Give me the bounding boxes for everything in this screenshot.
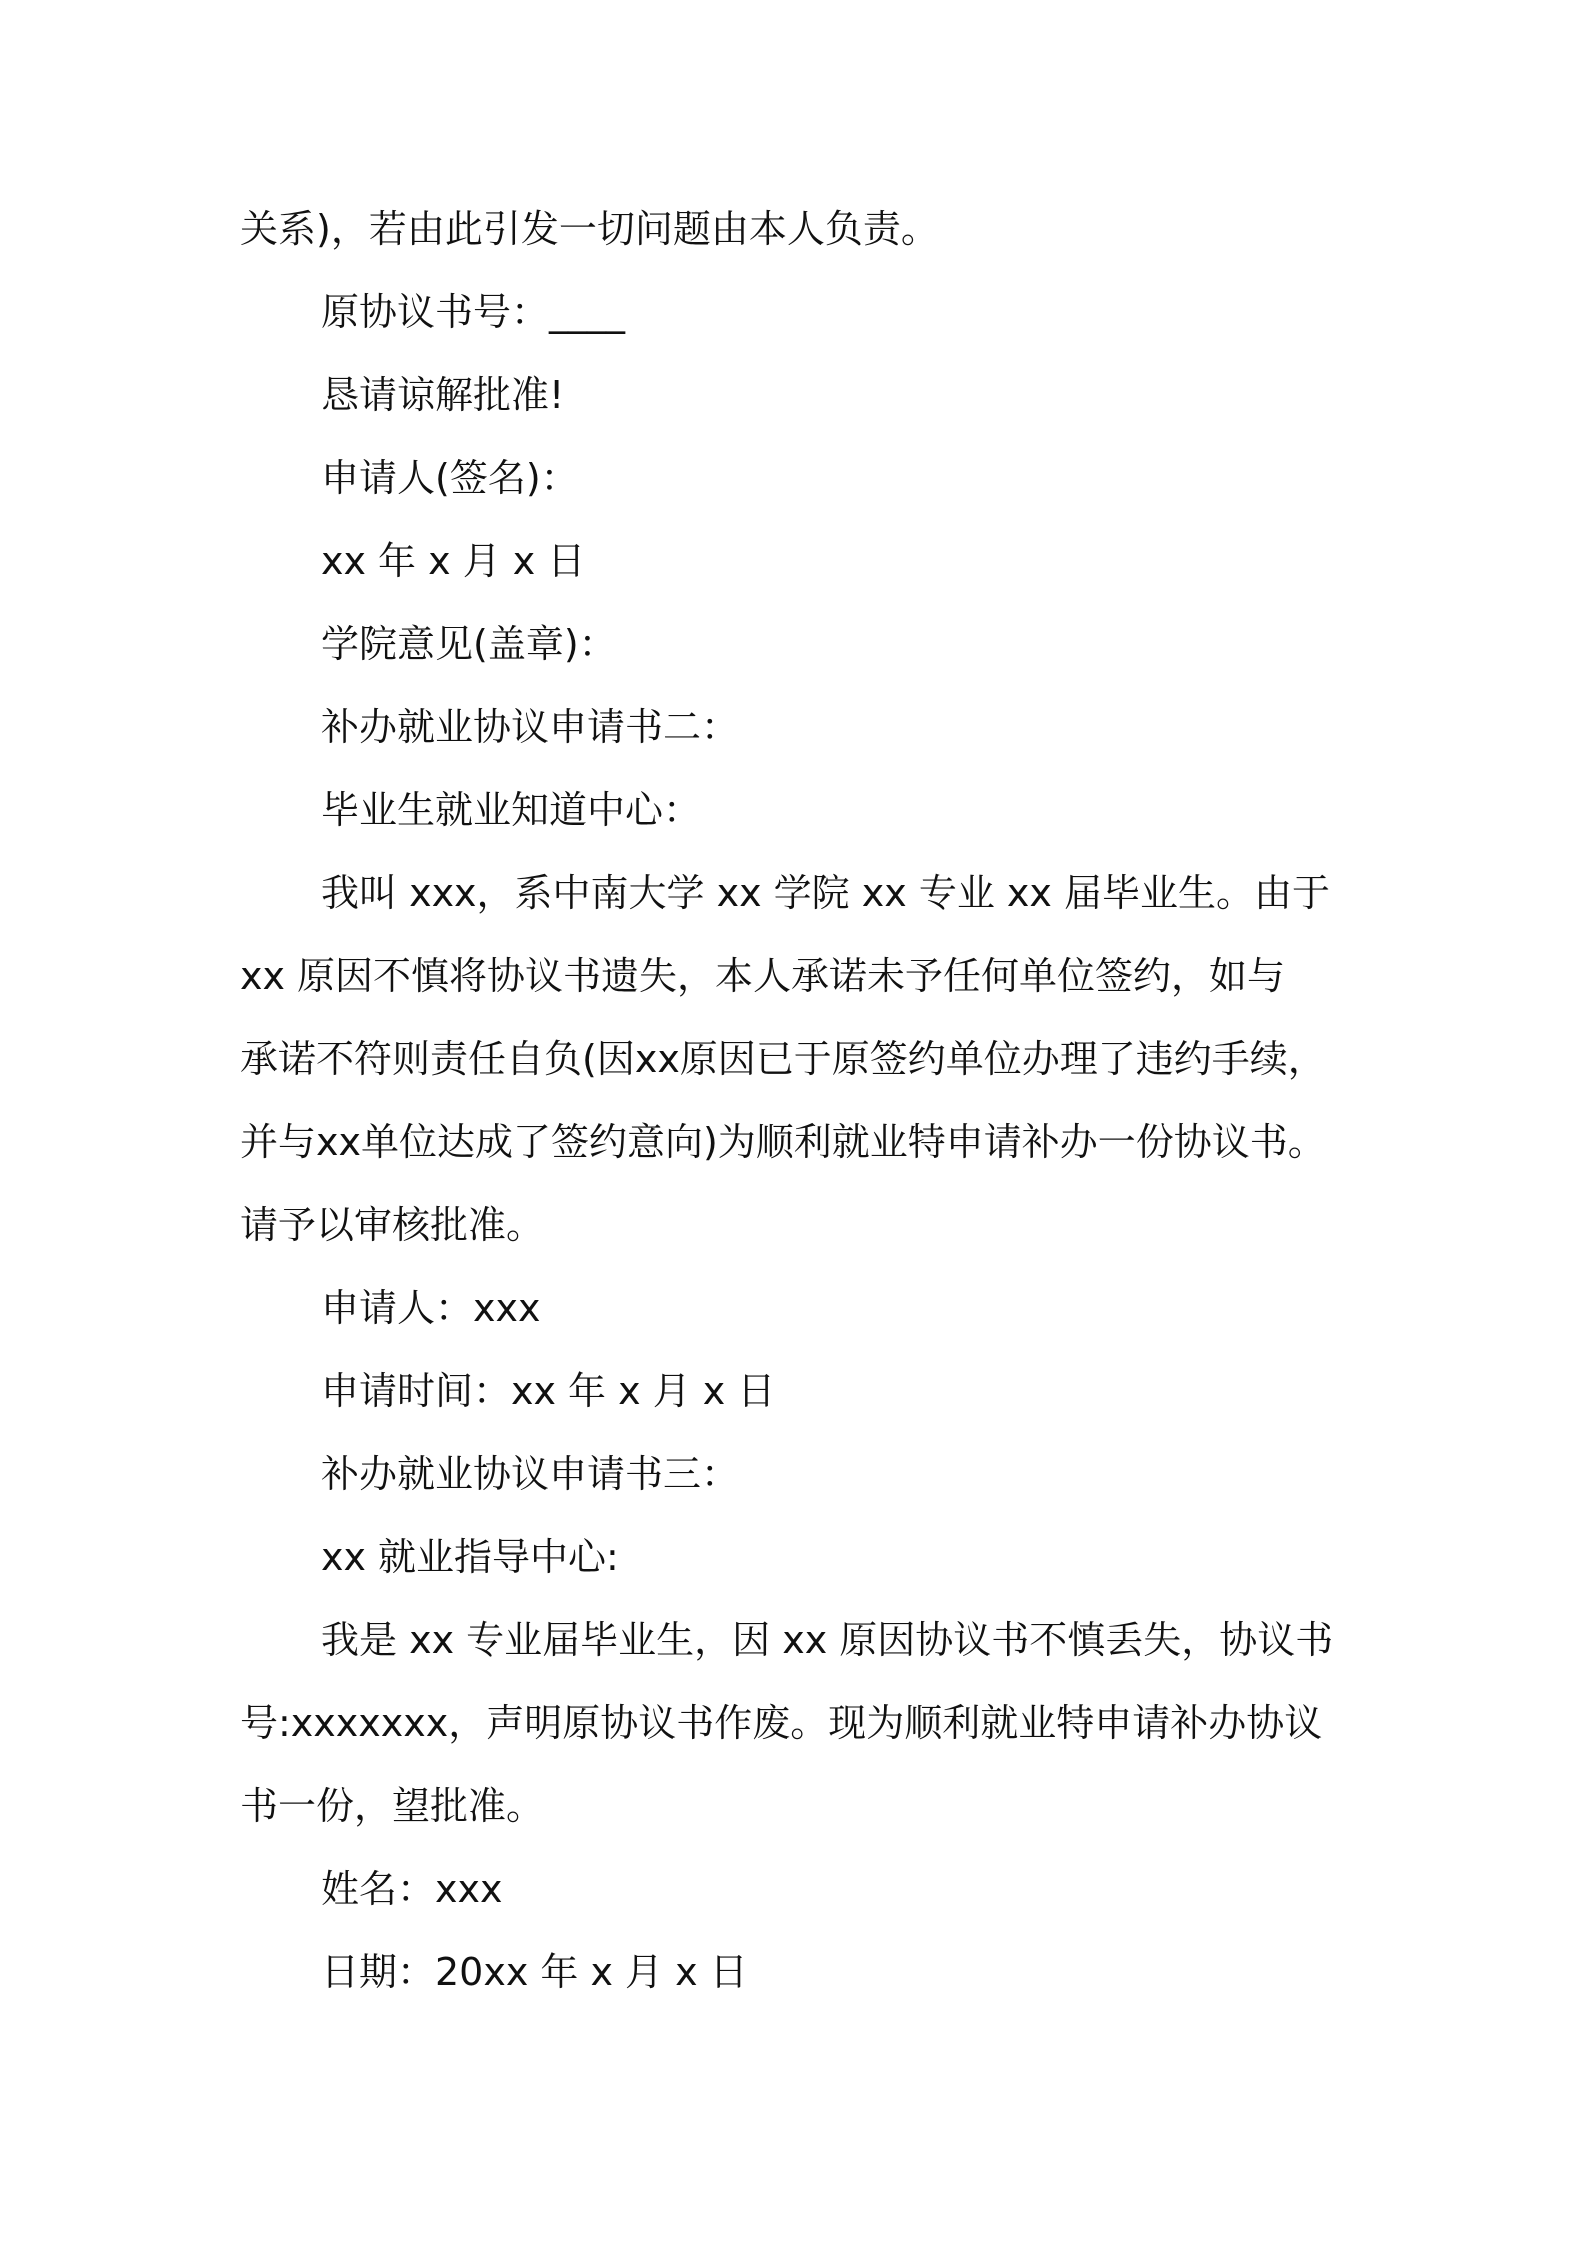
text-line: 我叫 xxx，系中南大学 xx 学院 xx 专业 xx 届毕业生。由于: [321, 871, 1330, 915]
text-line: 姓名：xxx: [321, 1867, 503, 1911]
text-line: 原协议书号：____: [321, 290, 626, 334]
text-line: 并与xx单位达成了签约意向)为顺利就业特申请补办一份协议书。: [240, 1120, 1326, 1164]
text-line: 我是 xx 专业届毕业生，因 xx 原因协议书不慎丢失，协议书: [321, 1618, 1334, 1662]
text-line: 书一份，望批准。: [240, 1784, 545, 1828]
text-line: 请予以审核批准。: [240, 1203, 545, 1247]
text-line: 学院意见(盖章)：: [321, 622, 617, 666]
text-line: 申请人：xxx: [321, 1286, 541, 1330]
text-line: 恳请谅解批准!: [321, 373, 565, 417]
section-heading: 补办就业协议申请书三：: [321, 1452, 740, 1496]
text-line: xx 就业指导中心:: [321, 1535, 619, 1579]
text-line: xx 年 x 月 x 日: [321, 539, 586, 583]
document-body: [240, 188, 1380, 2014]
text-line: 申请人(签名)：: [321, 456, 579, 500]
text-line: 关系)，若由此引发一切问题由本人负责。: [240, 207, 939, 251]
text-line: xx 原因不慎将协议书遗失，本人承诺未予任何单位签约，如与: [240, 954, 1286, 998]
text-line: 承诺不符则责任自负(因xx原因已于原签约单位办理了违约手续，: [240, 1037, 1326, 1081]
text-line: 申请时间：xx 年 x 月 x 日: [321, 1369, 776, 1413]
text-line: 毕业生就业知道中心：: [321, 788, 702, 832]
text-line: 号:xxxxxxx，声明原协议书作废。现为顺利就业特申请补办协议: [240, 1701, 1323, 1745]
text-line: 日期：20xx 年 x 月 x 日: [321, 1950, 748, 1994]
section-heading: 补办就业协议申请书二：: [321, 705, 740, 749]
